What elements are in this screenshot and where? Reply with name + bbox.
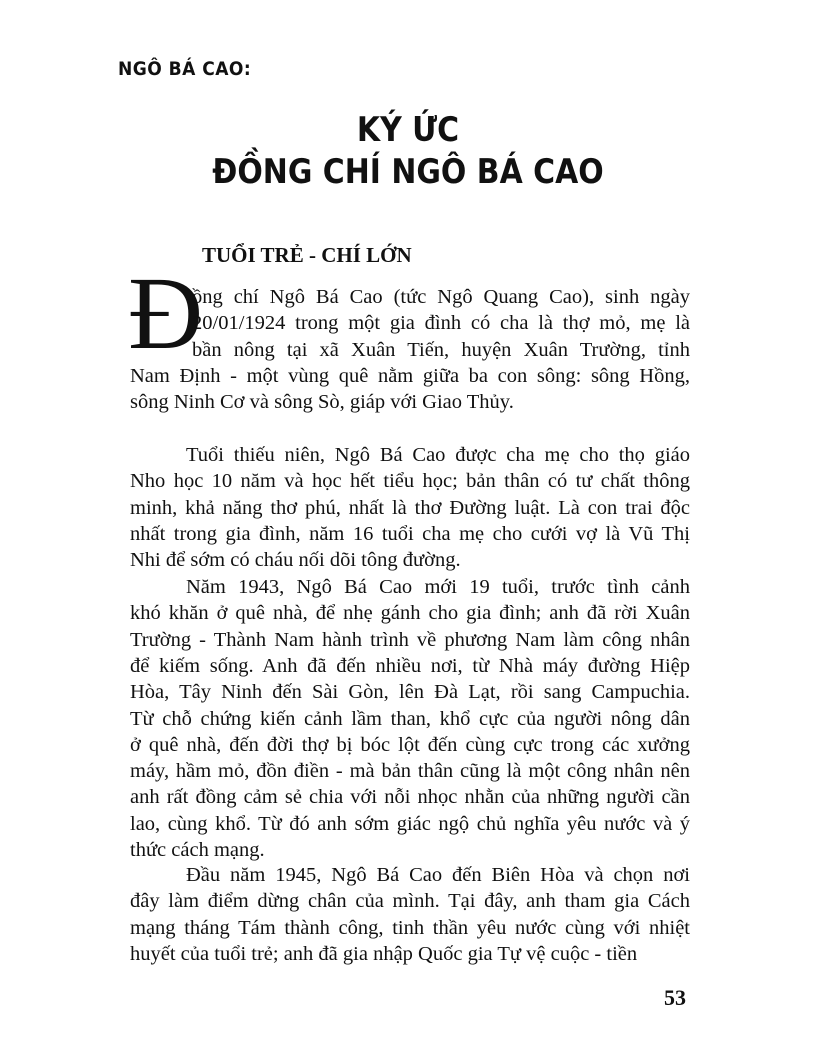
text-line: thức cách mạng.	[130, 839, 265, 861]
text-line: ồng chí Ngô Bá Cao (tức Ngô Quang Cao), sinh ngày	[192, 286, 690, 308]
text-line: Nho học 10 năm và học hết tiểu học; bản thân có tư chất thông	[130, 470, 690, 493]
chapter-title-line-1: KÝ ỨC	[356, 110, 460, 150]
section-heading: TUỔI TRẺ - CHÍ LỚN	[202, 243, 412, 267]
text-line: Trường - Thành Nam hành trình về phương Nam làm công nhân	[130, 628, 690, 651]
text-line: khó khăn ở quê nhà, để nhẹ gánh cho gia đình; anh đã rời Xuân	[130, 602, 690, 625]
text-line: Hòa, Tây Ninh đến Sài Gòn, lên Đà Lạt, rồi sang Campuchia.	[130, 681, 690, 704]
page-number: 53	[664, 985, 686, 1010]
text-line: mạng tháng Tám thành công, tinh thần yêu nước cùng với nhiệt	[130, 916, 690, 939]
text-line: minh, khả năng thơ phú, nhất là thơ Đường luật. Là con trai độc	[130, 496, 690, 519]
chapter-title-line-2: ĐỒNG CHÍ NGÔ BÁ CAO	[212, 152, 604, 192]
text-line: huyết của tuổi trẻ; anh đã gia nhập Quốc gia Tự vệ cuộc - tiền	[130, 942, 638, 965]
text-line: máy, hầm mỏ, đồn điền - mà bản thân cũng là một công nhân nên	[130, 760, 690, 783]
text-line: 20/01/1924 trong một gia đình có cha là thợ mỏ, mẹ là	[192, 312, 690, 335]
text-line: bần nông tại xã Xuân Tiến, huyện Xuân Trường, tỉnh	[192, 338, 690, 361]
text-line: Đầu năm 1945, Ngô Bá Cao đến Biên Hòa và chọn nơi	[186, 864, 690, 886]
text-line: để kiếm sống. Anh đã đến nhiều nơi, từ Nhà máy đường Hiệp	[130, 654, 690, 677]
text-line: Nam Định - một vùng quê nằm giữa ba con sông: sông Hồng,	[130, 364, 690, 387]
text-line: Tuổi thiếu niên, Ngô Bá Cao được cha mẹ cho thọ giáo	[186, 444, 690, 466]
text-line: Từ chỗ chứng kiến cảnh lầm than, khổ cực của người nông dân	[130, 707, 690, 730]
text-line: nhất trong gia đình, năm 16 tuổi cha mẹ cho cưới vợ là Vũ Thị	[130, 522, 690, 545]
text-line: lao, cùng khổ. Từ đó anh sớm giác ngộ chủ nghĩa yêu nước và ý	[130, 812, 690, 835]
text-line: đây làm điểm dừng chân của mình. Tại đây, anh tham gia Cách	[130, 890, 690, 913]
text-line: anh rất đồng cảm sẻ chia với nỗi nhọc nhằn của những người cần	[130, 786, 690, 809]
text-line: ở quê nhà, đến đời thợ bị bóc lột đến cùng cực trong các xưởng	[130, 733, 690, 756]
running-header: NGÔ BÁ CAO:	[118, 58, 252, 80]
text-line: Nhi để sớm có cháu nối dõi tông đường.	[130, 549, 461, 572]
text-line: Năm 1943, Ngô Bá Cao mới 19 tuổi, trước tình cảnh	[186, 576, 690, 598]
drop-cap: Đ	[128, 256, 204, 371]
text-line: sông Ninh Cơ và sông Sò, giáp với Giao Thủy.	[130, 391, 514, 414]
